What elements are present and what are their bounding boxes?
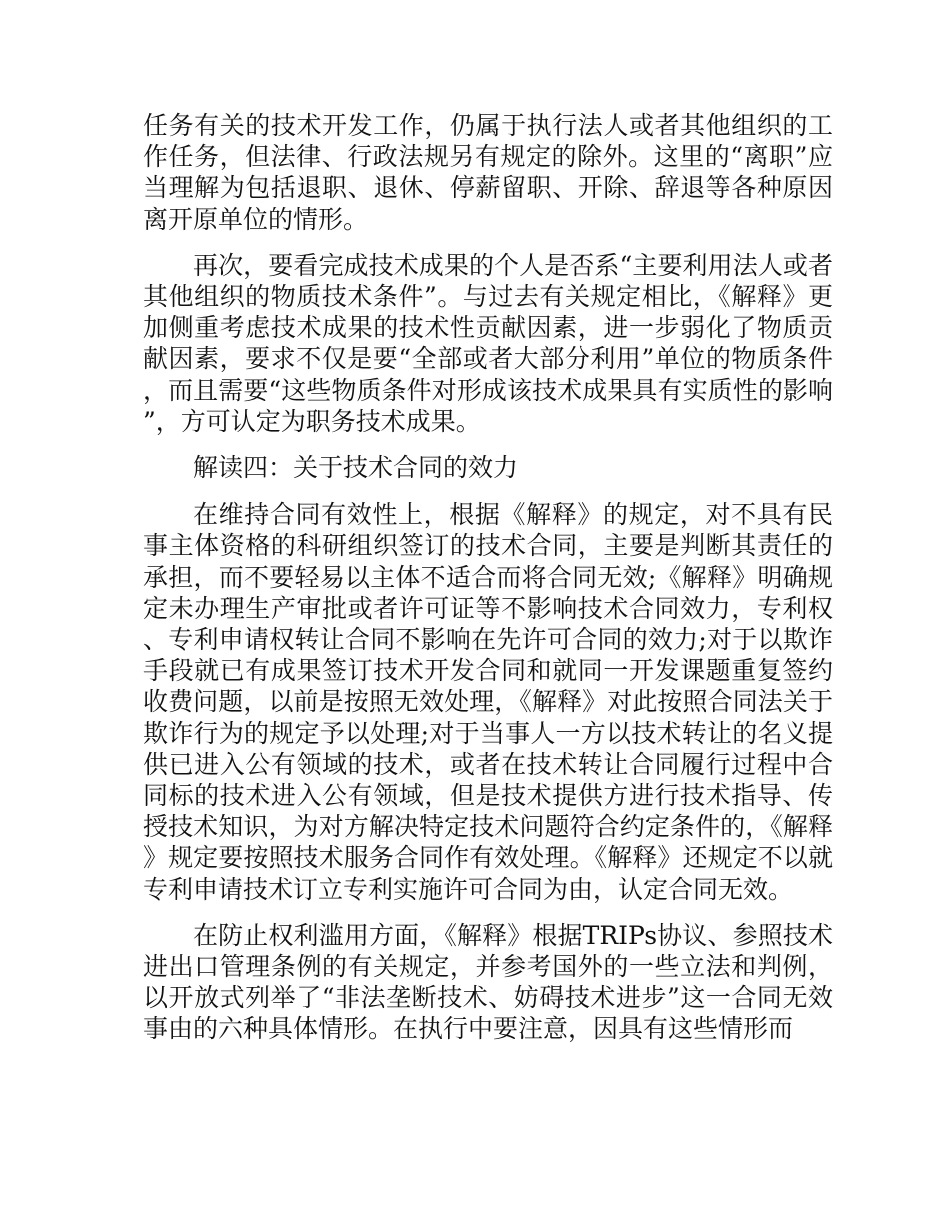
paragraph-preventing-abuse: 在防止权利滥用方面，《解释》根据TRIPs协议、参照技术进出口管理条例的有关规定，并参考国外的一些立法和判例，以开放式列举了“非法垄断技术、妨碍技术进步”这一合同无效事由的六种具体情形。在执行中要注意，因具有这些情形而	[143, 920, 833, 1044]
paragraph-continuation: 任务有关的技术开发工作，仍属于执行法人或者其他组织的工作任务，但法律、行政法规另有规定的除外。这里的“离职”应当理解为包括退职、退休、停薪留职、开除、辞退等各种原因离开原单位的情形。	[143, 111, 833, 234]
document-body	[143, 110, 833, 1060]
paragraph-material-conditions: 再次，要看完成技术成果的个人是否系“主要利用法人或者其他组织的物质技术条件”。与过去有关规定相比，《解释》更加侧重考虑技术成果的技术性贡献因素，进一步弱化了物质贡献因素，要求不仅是要“全部或者大部分利用”单位的物质条件，而且需要“这些物质条件对形成该技术成果具有实质性的影响”，方可认定为职务技术成果。	[143, 250, 833, 436]
paragraph-maintaining-validity: 在维持合同有效性上，根据《解释》的规定，对不具有民事主体资格的科研组织签订的技术合同，主要是判断其责任的承担，而不要轻易以主体不适合而将合同无效;《解释》明确规定未办理生产审批或者许可证等不影响技术合同效力，专利权、专利申请权转让合同不影响在先许可合同的效力;对于以欺诈手段就已有成果签订技术开发合同和就同一开发课题重复签约收费问题，以前是按照无效处理，《解释》对此按照合同法关于欺诈行为的规定予以处理;对于当事人一方以技术转让的名义提供已进入公有领域的技术，或者在技术转让合同履行过程中合同标的技术进入公有领域，但是技术提供方进行技术指导、传授技术知识，为对方解决特定技术问题符合约定条件的，《解释》规定要按照技术服务合同作有效处理。《解释》还规定不以就专利申请技术订立专利实施许可合同为由，认定合同无效。	[143, 500, 833, 904]
section-heading-contract-validity: 解读四：关于技术合同的效力	[193, 453, 519, 483]
